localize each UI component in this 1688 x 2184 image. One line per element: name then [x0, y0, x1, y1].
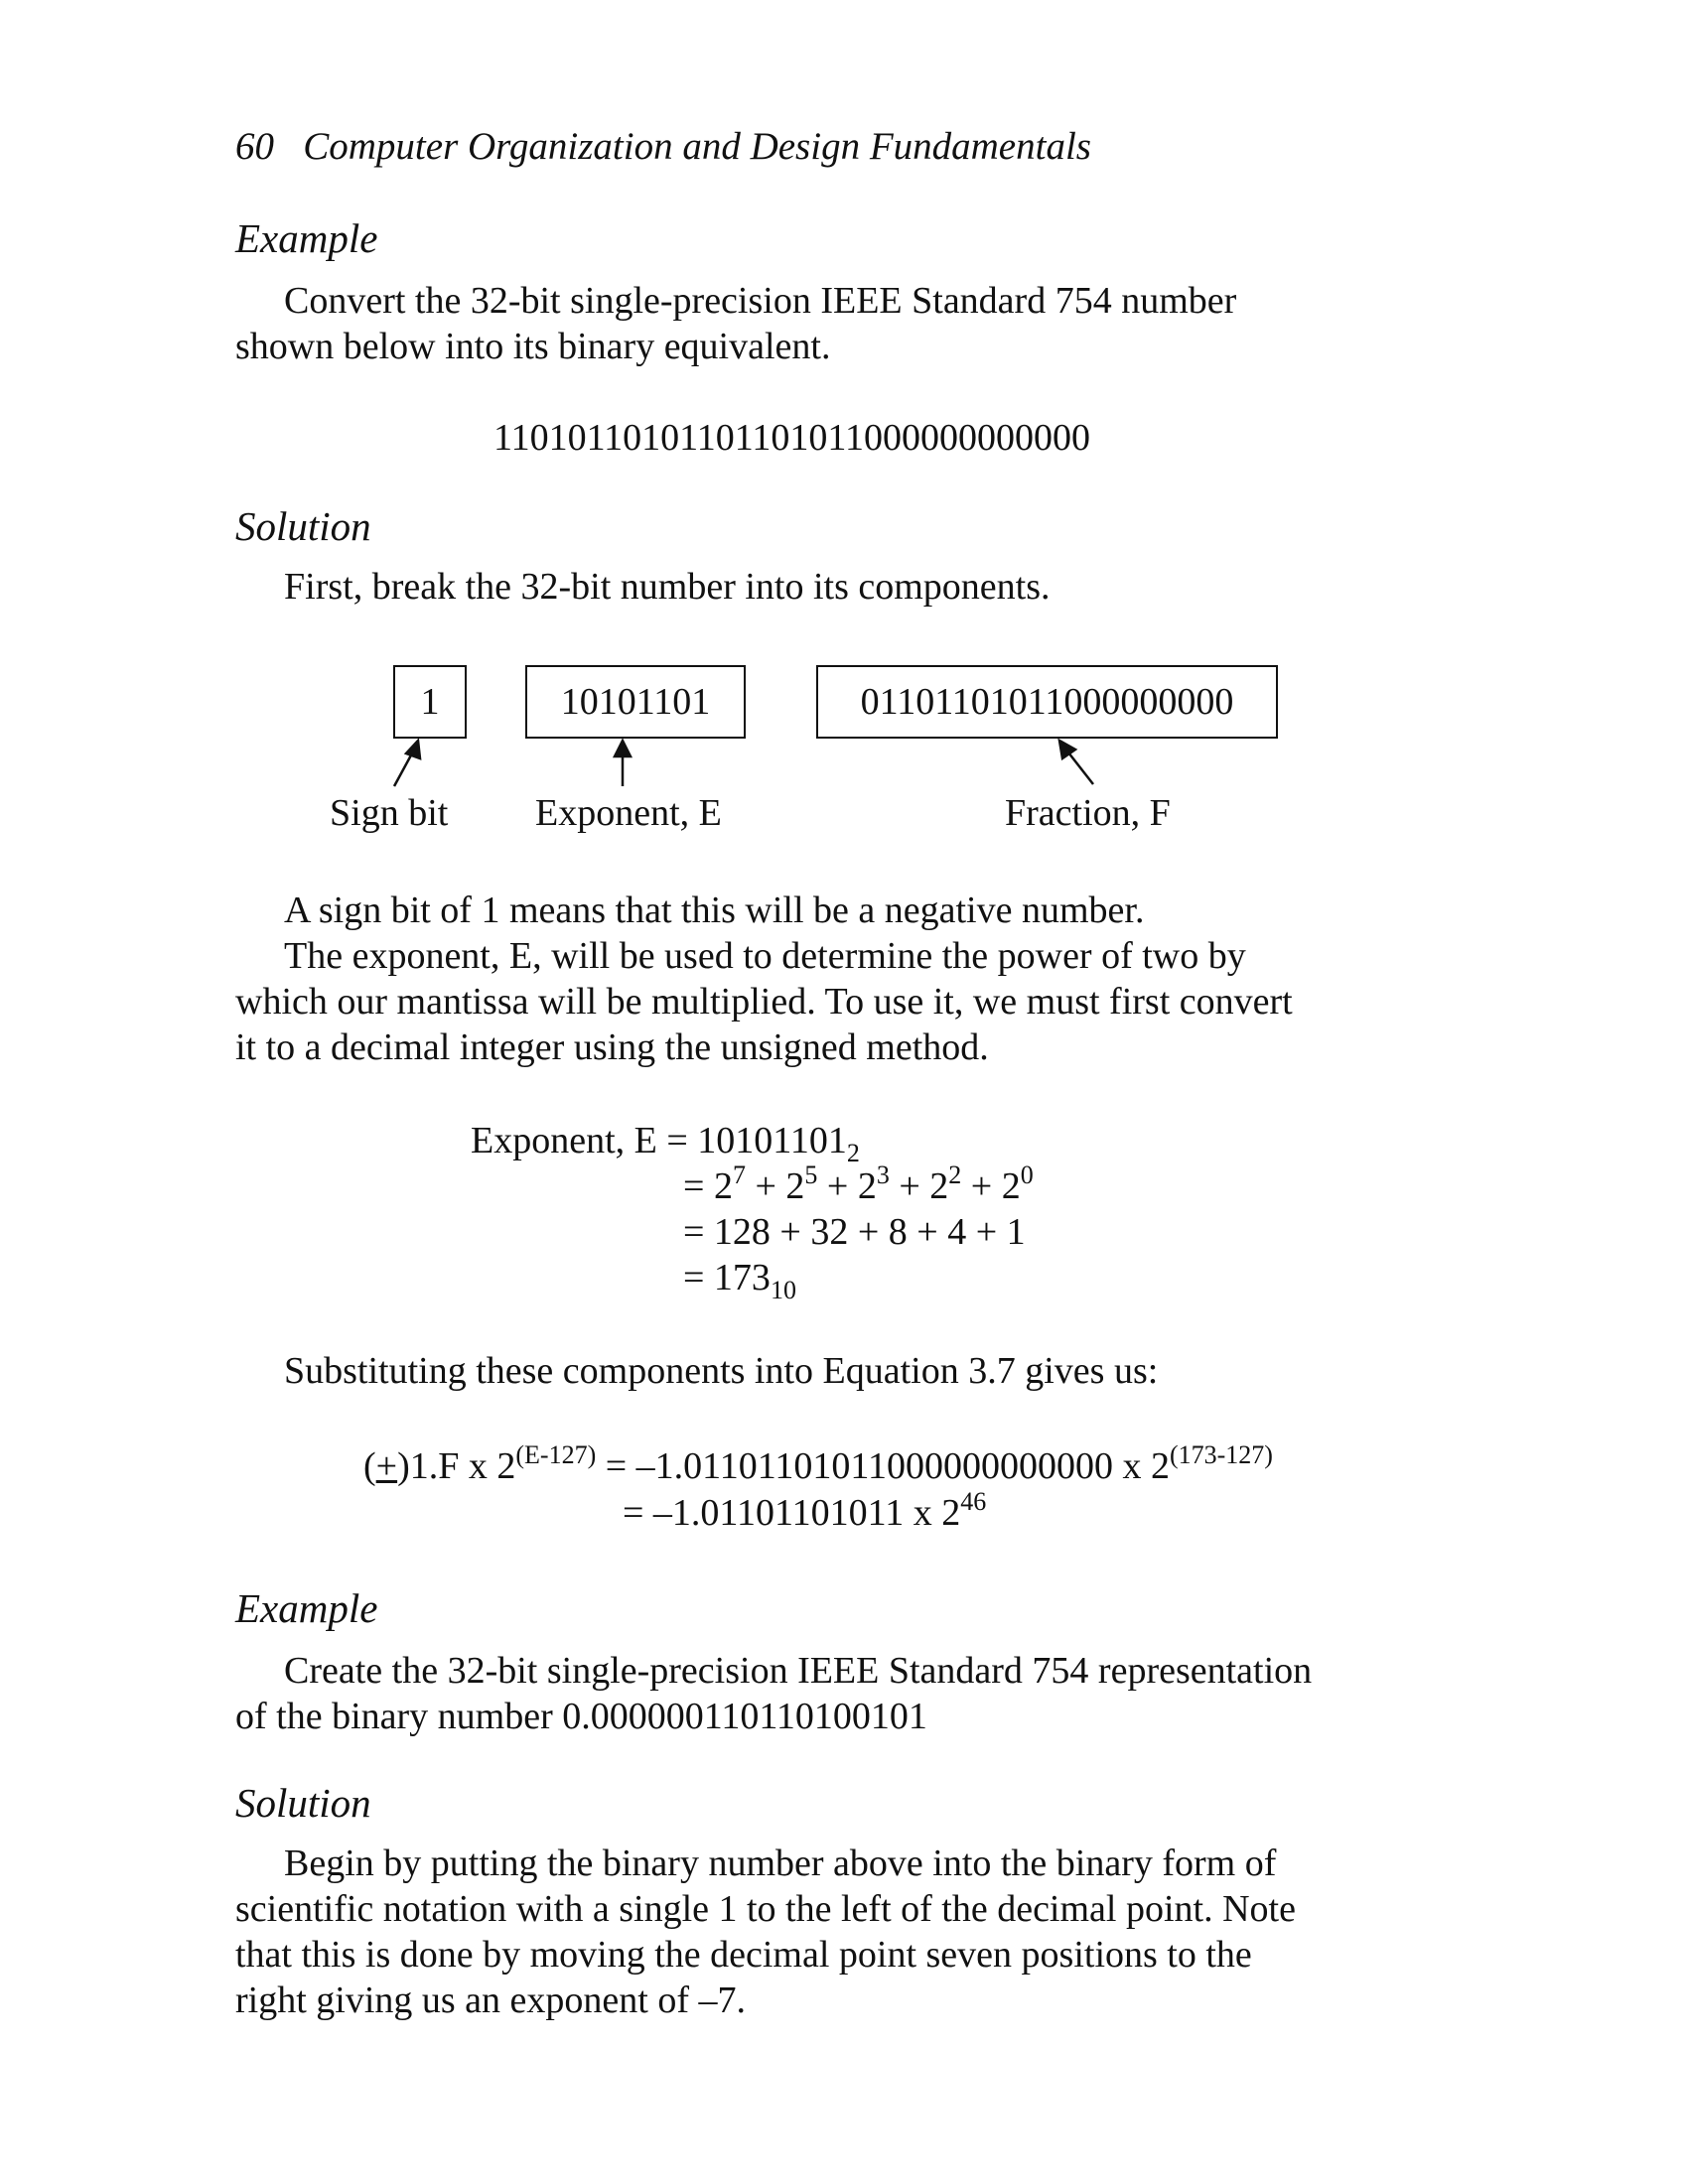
- power-term-base: 2: [785, 1165, 805, 1207]
- equation-line-1: (+)1.F x $2^{(E-127)} = -1.01101101011000000000000$ x 2$^{(173-127)}$: [363, 1440, 1273, 1487]
- power-term-exponent: 3: [876, 1160, 890, 1189]
- example-text-line: of the binary number 0.000000110110100101: [235, 1696, 927, 1737]
- paragraph-line: scientific notation with a single 1 to the left of the decimal point. Note: [235, 1888, 1296, 1930]
- paragraph-line: it to a decimal integer using the unsigned method.: [235, 1026, 989, 1068]
- sign-bit-box: 1: [393, 665, 467, 739]
- plus-minus-sign: +: [375, 1445, 398, 1487]
- power-term-base: 2: [929, 1165, 949, 1207]
- fraction-arrow-head: [1059, 741, 1075, 758]
- fraction-box: 01101101011000000000: [816, 665, 1278, 739]
- power-term-exponent: 0: [1020, 1160, 1034, 1189]
- example-text-line: shown below into its binary equivalent.: [235, 326, 831, 367]
- calc-line-2: = $2^7 + 2^5 + 2^3 + 2^2 + 2^0$: [683, 1160, 1034, 1207]
- solution-intro: First, break the 32-bit number into its components.: [284, 566, 1051, 608]
- calc-line-4: = $173_{10}$: [683, 1257, 796, 1304]
- power-term-base: 2: [857, 1165, 877, 1207]
- power-term-exponent: 5: [804, 1160, 818, 1189]
- page-number: 60: [235, 125, 274, 168]
- calc-line-1: Exponent, $E = 10101101_2$: [471, 1120, 860, 1167]
- example-heading: Example: [235, 215, 378, 261]
- book-title: Computer Organization and Design Fundamentals: [303, 125, 1091, 168]
- power-term-base: 2: [1001, 1165, 1021, 1207]
- equation-line-2: = –1.01101101011 x $2^{46}$: [623, 1487, 987, 1534]
- paragraph-line: which our mantissa will be multiplied. To use it, we must first convert: [235, 981, 1293, 1023]
- example-text-line: Create the 32-bit single-precision IEEE Standard 754 representation: [284, 1650, 1313, 1692]
- solution-heading: Solution: [235, 1780, 371, 1826]
- binary-number: 11010110101101101011000000000000: [493, 417, 1090, 459]
- exponent-label: Exponent, E: [535, 792, 722, 834]
- sign-bit-label: Sign bit: [330, 792, 449, 834]
- paragraph-line: The exponent, E, will be used to determine the power of two by: [284, 935, 1246, 977]
- power-term-base: 2: [713, 1165, 733, 1207]
- paragraph-line: Begin by putting the binary number above into the binary form of: [284, 1843, 1277, 1884]
- powers-of-two: $2^7 + 2^5 + 2^3 + 2^2 + 2^0$: [713, 1160, 1034, 1207]
- example-text-line: Convert the 32-bit single-precision IEEE Standard 754 number: [284, 280, 1237, 322]
- sign-arrow-line: [394, 751, 413, 786]
- power-term-exponent: 7: [732, 1160, 746, 1189]
- exponent-arrow-head: [615, 741, 631, 756]
- paragraph-line: that this is done by moving the decimal point seven positions to the: [235, 1934, 1252, 1976]
- fraction-label: Fraction, F: [1005, 792, 1171, 834]
- sign-arrow-head: [406, 741, 420, 758]
- example-heading: Example: [235, 1585, 378, 1631]
- solution-heading: Solution: [235, 503, 371, 549]
- substitute-text: Substituting these components into Equation 3.7 gives us:: [284, 1350, 1159, 1392]
- calc-line-3: = 128 + 32 + 8 + 4 + 1: [683, 1211, 1026, 1253]
- paragraph-line: right giving us an exponent of –7.: [235, 1979, 746, 2021]
- exponent-box: 10101101: [525, 665, 746, 739]
- fraction-arrow-line: [1068, 752, 1093, 784]
- paragraph-line: A sign bit of 1 means that this will be a negative number.: [284, 889, 1145, 931]
- power-term-exponent: 2: [948, 1160, 962, 1189]
